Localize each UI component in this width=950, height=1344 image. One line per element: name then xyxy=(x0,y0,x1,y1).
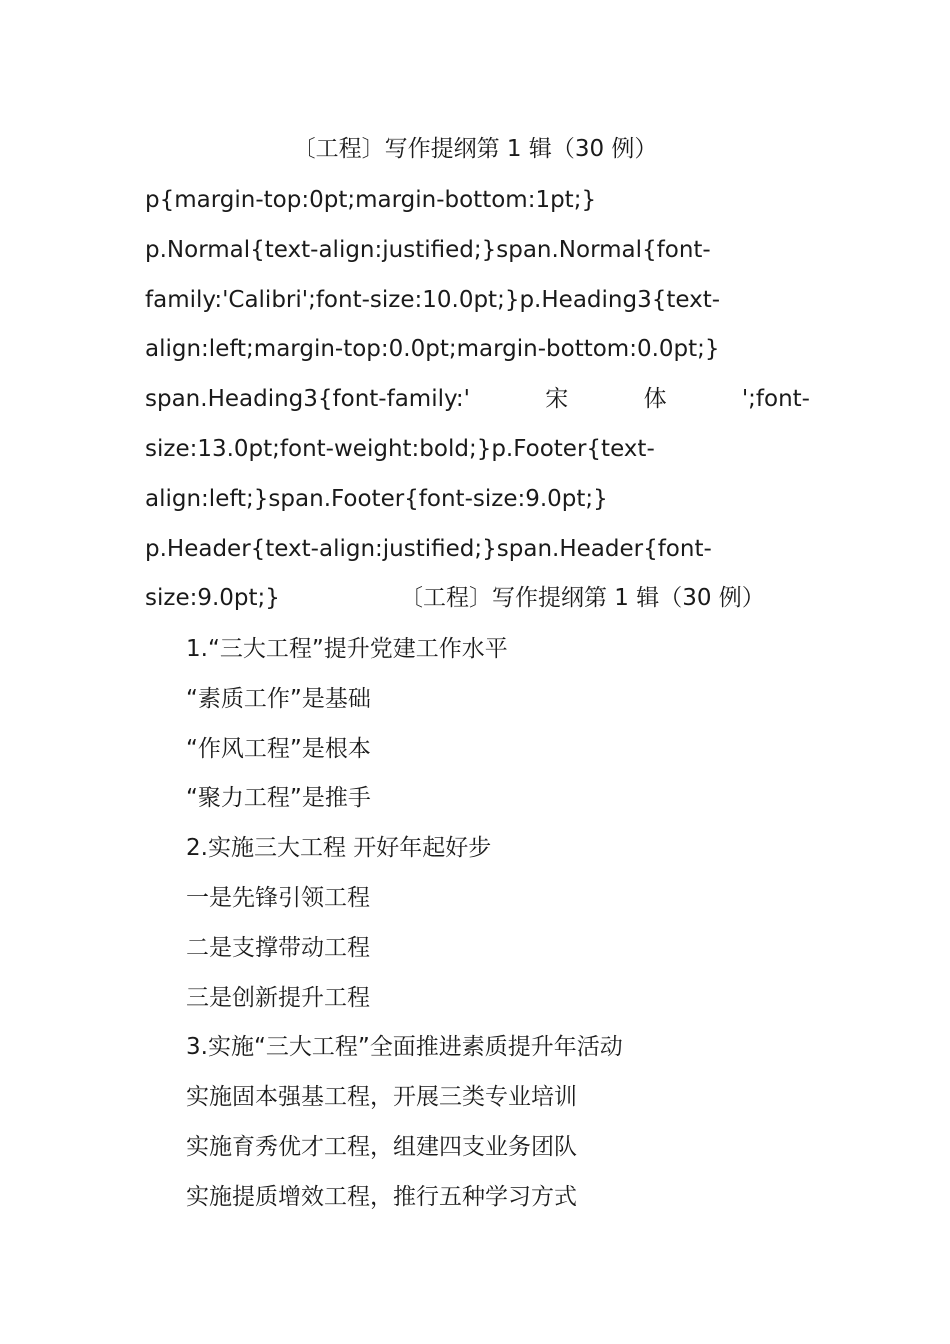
outline-item: 实施固本强基工程，开展三类专业培训 xyxy=(186,1084,577,1111)
css-text-line: p.Header{text-align:justified;}span.Header{font- xyxy=(145,535,712,562)
css-text-line: align:left;}span.Footer{font-size:9.0pt;} xyxy=(145,485,608,512)
outline-item: “作风工程”是根本 xyxy=(186,735,371,762)
outline-item: 三是创新提升工程 xyxy=(186,984,370,1011)
outline-item: “聚力工程”是推手 xyxy=(186,785,371,812)
css-text-segment: size:9.0pt;} xyxy=(145,585,280,612)
outline-item: 2.实施三大工程 开好年起好步 xyxy=(186,835,492,862)
css-text-line: align:left;margin-top:0.0pt;margin-bottom:0.0pt;} xyxy=(145,336,720,363)
css-text-segment: 体 xyxy=(643,386,667,413)
outline-item: 实施提质增效工程，推行五种学习方式 xyxy=(186,1183,577,1210)
css-text-segment: 宋 xyxy=(545,386,569,413)
inline-document-title: 〔工程〕写作提纲第 1 辑（30 例） xyxy=(399,585,765,612)
css-text-line-justified xyxy=(145,375,810,425)
outline-item: “素质工作”是基础 xyxy=(186,685,371,712)
outline-item: 一是先锋引领工程 xyxy=(186,884,370,911)
outline-item: 3.实施“三大工程”全面推进素质提升年活动 xyxy=(186,1034,623,1061)
outline-item: 实施育秀优才工程，组建四支业务团队 xyxy=(186,1133,577,1160)
css-text-line: size:13.0pt;font-weight:bold;}p.Footer{text- xyxy=(145,435,655,462)
outline-list xyxy=(186,625,806,1223)
document-title: 〔工程〕写作提纲第 1 辑（30 例） xyxy=(292,136,658,162)
css-text-line: p.Normal{text-align:justified;}span.Normal{font- xyxy=(145,236,711,263)
css-text-line: p{margin-top:0pt;margin-bottom:1pt;} xyxy=(145,187,597,213)
css-text-line-with-title xyxy=(145,574,810,624)
css-text-block xyxy=(145,176,810,624)
css-text-segment: span.Heading3{font-family:' xyxy=(145,386,470,413)
outline-item: 1.“三大工程”提升党建工作水平 xyxy=(186,636,508,662)
outline-item: 二是支撑带动工程 xyxy=(186,934,370,961)
css-text-line: family:'Calibri';font-size:10.0pt;}p.Heading3{text- xyxy=(145,286,721,313)
css-text-segment: ';font- xyxy=(741,386,810,413)
